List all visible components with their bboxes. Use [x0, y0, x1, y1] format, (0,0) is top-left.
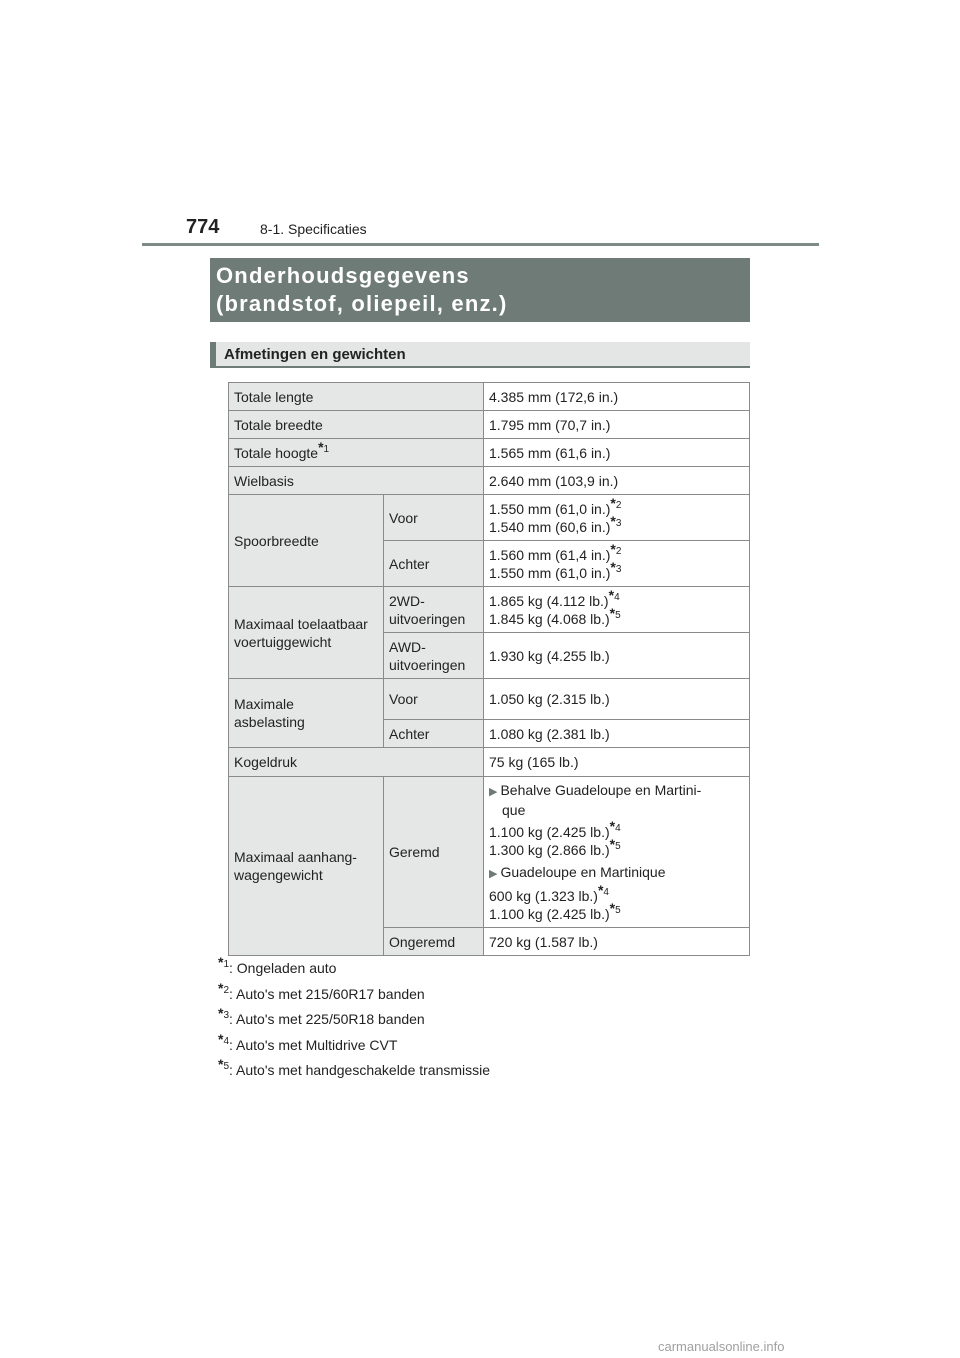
value-line — [489, 558, 744, 582]
asterisk-icon: * — [318, 438, 324, 455]
asterisk-icon: * — [218, 1056, 224, 1072]
footnote — [218, 1056, 491, 1086]
section-subheading — [210, 342, 750, 368]
row-value — [484, 495, 750, 541]
value-line — [489, 818, 744, 841]
table-row — [229, 439, 750, 467]
table-row — [229, 383, 750, 411]
page-title-line-2: (brandstof, oliepeil, enz.) — [216, 291, 508, 316]
asterisk-icon: * — [218, 979, 224, 996]
group-label — [229, 587, 384, 679]
row-value: 1.930 kg (4.255 lb.) — [484, 633, 750, 679]
case-heading — [489, 863, 744, 883]
section-label: 8-1. Specificaties — [260, 221, 367, 237]
sub-label: Achter — [384, 541, 484, 587]
footnote-ref: 2 — [615, 499, 622, 511]
row-label: Wielbasis — [229, 467, 484, 495]
footnote-text: : Auto's met Multidrive CVT — [229, 1036, 398, 1053]
value-line — [489, 836, 744, 859]
value-line — [489, 882, 744, 905]
footnote-text: : Auto's met handgeschakelde transmissie — [229, 1062, 491, 1078]
footnote-number: 5 — [223, 1061, 230, 1072]
watermark: carmanualsonline.info — [658, 1339, 785, 1354]
row-value: 75 kg (165 lb.) — [484, 748, 750, 777]
row-label: Totale breedte — [229, 411, 484, 439]
footnote — [218, 1005, 490, 1035]
label-line: AWD- — [389, 638, 426, 655]
footnote-ref: 5 — [615, 841, 621, 852]
value-line — [489, 604, 744, 628]
value-text: 600 kg (1.323 lb.) — [489, 888, 598, 904]
case-heading — [489, 781, 744, 801]
group-label: Spoorbreedte — [229, 495, 384, 587]
label-line: Maximaal toelaatbaar — [234, 615, 368, 632]
value-text: 1.300 kg (2.866 lb.) — [489, 842, 610, 858]
value-text: 1.845 kg (4.068 lb.) — [489, 610, 610, 627]
triangle-right-icon: ▶ — [489, 786, 498, 798]
value-text: 1.100 kg (2.425 lb.) — [489, 824, 610, 840]
row-value — [484, 541, 750, 587]
footnote-number: 1 — [223, 959, 230, 970]
row-label: Kogeldruk — [229, 748, 484, 777]
footnote-ref: 5 — [615, 609, 621, 621]
sub-label: Geremd — [384, 777, 484, 928]
subheading-text: Afmetingen en gewichten — [224, 346, 406, 363]
footnote-number: 3 — [223, 1010, 230, 1021]
table-row — [229, 467, 750, 495]
asterisk-icon: * — [609, 836, 616, 852]
table-row — [229, 777, 750, 928]
value-line — [489, 540, 744, 564]
asterisk-icon: * — [609, 604, 616, 621]
subheading-bar — [210, 342, 216, 366]
footnote-number: 4 — [223, 1035, 230, 1047]
group-label — [229, 777, 384, 956]
table-row — [229, 587, 750, 633]
value-line — [489, 494, 744, 518]
footnote-ref: 5 — [615, 905, 621, 916]
value-text: 1.560 mm (61,4 in.) — [489, 546, 611, 563]
footnote-ref: 1 — [323, 443, 330, 455]
row-value: 1.050 kg (2.315 lb.) — [484, 679, 750, 720]
table-row — [229, 495, 750, 541]
label-line: voertuiggewicht — [234, 633, 332, 650]
footnote-text: : Auto's met 215/60R17 banden — [229, 985, 425, 1002]
asterisk-icon: * — [218, 954, 224, 970]
header-rule — [142, 243, 819, 246]
sub-label — [384, 633, 484, 679]
sub-label: Achter — [384, 720, 484, 748]
case-text: Behalve Guadeloupe en Martini- — [500, 782, 702, 798]
footnote-ref: 4 — [603, 887, 609, 898]
footnote — [218, 954, 490, 984]
value-text: 1.550 mm (61,0 in.) — [489, 500, 611, 517]
value-text: 1.540 mm (60,6 in.) — [489, 518, 611, 535]
value-text: 1.865 kg (4.112 lb.) — [489, 592, 609, 609]
triangle-right-icon: ▶ — [489, 868, 498, 880]
asterisk-icon: * — [609, 818, 616, 834]
row-value: 4.385 mm (172,6 in.) — [484, 383, 750, 411]
label-line: uitvoeringen — [389, 610, 466, 627]
case-heading-cont: que — [502, 802, 526, 818]
footnote-ref: 4 — [615, 823, 621, 834]
asterisk-icon: * — [610, 512, 616, 529]
label-line: Maximaal aanhang- — [234, 849, 357, 865]
footnote-ref: 3 — [615, 563, 622, 575]
footnote-text: : Auto's met 225/50R18 banden — [229, 1011, 425, 1027]
label-line: 2WD- — [389, 592, 425, 609]
table-row — [229, 679, 750, 720]
value-line — [489, 900, 744, 923]
footnote — [218, 1030, 490, 1061]
sub-label: Voor — [384, 495, 484, 541]
footnotes — [218, 954, 491, 1086]
row-value: 1.080 kg (2.381 lb.) — [484, 720, 750, 748]
label-line: uitvoeringen — [389, 656, 466, 673]
footnote — [218, 979, 490, 1010]
page-title-line-1: Onderhoudsgegevens — [216, 263, 470, 288]
page-title — [210, 258, 750, 322]
asterisk-icon: * — [608, 586, 615, 603]
row-label — [229, 439, 484, 467]
row-value — [484, 777, 750, 928]
asterisk-icon: * — [610, 558, 616, 575]
asterisk-icon: * — [218, 1030, 224, 1047]
row-value: 1.565 mm (61,6 in.) — [484, 439, 750, 467]
asterisk-icon: * — [597, 882, 604, 898]
value-line — [489, 586, 744, 610]
footnote-ref: 4 — [614, 591, 620, 603]
asterisk-icon: * — [610, 494, 616, 511]
page-number: 774 — [186, 216, 220, 238]
row-value: 720 kg (1.587 lb.) — [484, 928, 750, 956]
specs-table — [228, 382, 750, 956]
case-text: Guadeloupe en Martinique — [500, 864, 666, 880]
group-label — [229, 679, 384, 748]
sub-label: Voor — [384, 679, 484, 720]
table-row — [229, 748, 750, 777]
value-text: 1.100 kg (2.425 lb.) — [489, 906, 610, 922]
sub-label: Ongeremd — [384, 928, 484, 956]
label-line: asbelasting — [234, 714, 305, 730]
label-text: Totale hoogte — [234, 444, 319, 461]
table-row — [229, 411, 750, 439]
asterisk-icon: * — [610, 540, 616, 557]
asterisk-icon: * — [609, 900, 616, 916]
label-line: wagengewicht — [234, 867, 323, 883]
footnote-ref: 3 — [615, 517, 622, 529]
row-value: 1.795 mm (70,7 in.) — [484, 411, 750, 439]
footnote-number: 2 — [223, 984, 230, 996]
label-line: Maximale — [234, 696, 294, 712]
value-text: 1.550 mm (61,0 in.) — [489, 564, 611, 581]
sub-label — [384, 587, 484, 633]
footnote-text: : Ongeladen auto — [229, 960, 337, 976]
asterisk-icon: * — [218, 1005, 224, 1021]
value-line — [489, 512, 744, 536]
row-value: 2.640 mm (103,9 in.) — [484, 467, 750, 495]
footnote-ref: 2 — [615, 545, 622, 557]
row-label: Totale lengte — [229, 383, 484, 411]
row-value — [484, 587, 750, 633]
